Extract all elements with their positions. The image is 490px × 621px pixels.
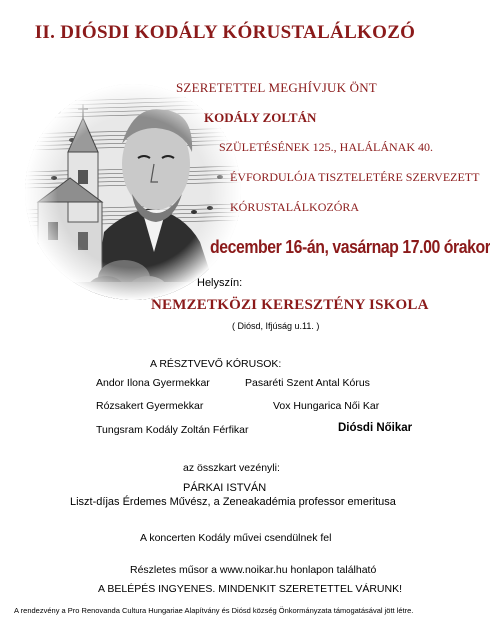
page-title: II. DIÓSDI KODÁLY KÓRUSTALÁLKOZÓ — [34, 22, 416, 43]
choir-item: Vox Hungarica Női Kar — [273, 400, 380, 412]
venue-address: ( Diósd, Ifjúság u.11. ) — [232, 321, 320, 331]
choir-item: Rózsakert Gyermekkar — [96, 400, 204, 412]
choirs-heading: A RÉSZTVEVŐ KÓRUSOK: — [150, 358, 282, 370]
conductor-title: Liszt-díjas Érdemes Művész, a Zeneakadémia professor emeritusa — [70, 496, 396, 508]
honoree-name: KODÁLY ZOLTÁN — [204, 110, 317, 125]
admission-note: A BELÉPÉS INGYENES. MINDENKIT SZERETETTEL VÁRUNK! — [98, 583, 402, 595]
conductor-label: az összkart vezényli: — [183, 462, 280, 474]
choir-item: Tungsram Kodály Zoltán Férfikar — [96, 424, 249, 436]
choir-item: Andor Ilona Gyermekkar — [96, 377, 210, 389]
venue-name: NEMZETKÖZI KERESZTÉNY ISKOLA — [151, 297, 429, 313]
anniversary-line-1: SZÜLETÉSÉNEK 125., HALÁLÁNAK 40. — [219, 140, 433, 154]
venue-label: Helyszín: — [197, 277, 243, 289]
event-date-time: december 16-án, vasárnap 17.00 órakor — [210, 237, 490, 257]
works-note: A koncerten Kodály művei csendülnek fel — [140, 532, 332, 544]
anniversary-line-3: KÓRUSTALÁLKOZÓRA — [230, 200, 360, 214]
sponsor-footer: A rendezvény a Pro Renovanda Cultura Hungariae Alapítvány és Diósd község Önkormányzata támogatásával jött létre. — [14, 606, 414, 615]
conductor-name: PÁRKAI ISTVÁN — [183, 482, 267, 494]
invitation-greeting: SZERETETTEL MEGHÍVJUK ÖNT — [176, 80, 377, 95]
details-note: Részletes műsor a www.noikar.hu honlapon található — [130, 564, 377, 576]
anniversary-line-2: ÉVFORDULÓJA TISZTELETÉRE SZERVEZETT — [230, 170, 480, 184]
choir-item-host: Diósdi Nőikar — [338, 422, 413, 434]
choir-item: Pasaréti Szent Antal Kórus — [245, 377, 370, 389]
